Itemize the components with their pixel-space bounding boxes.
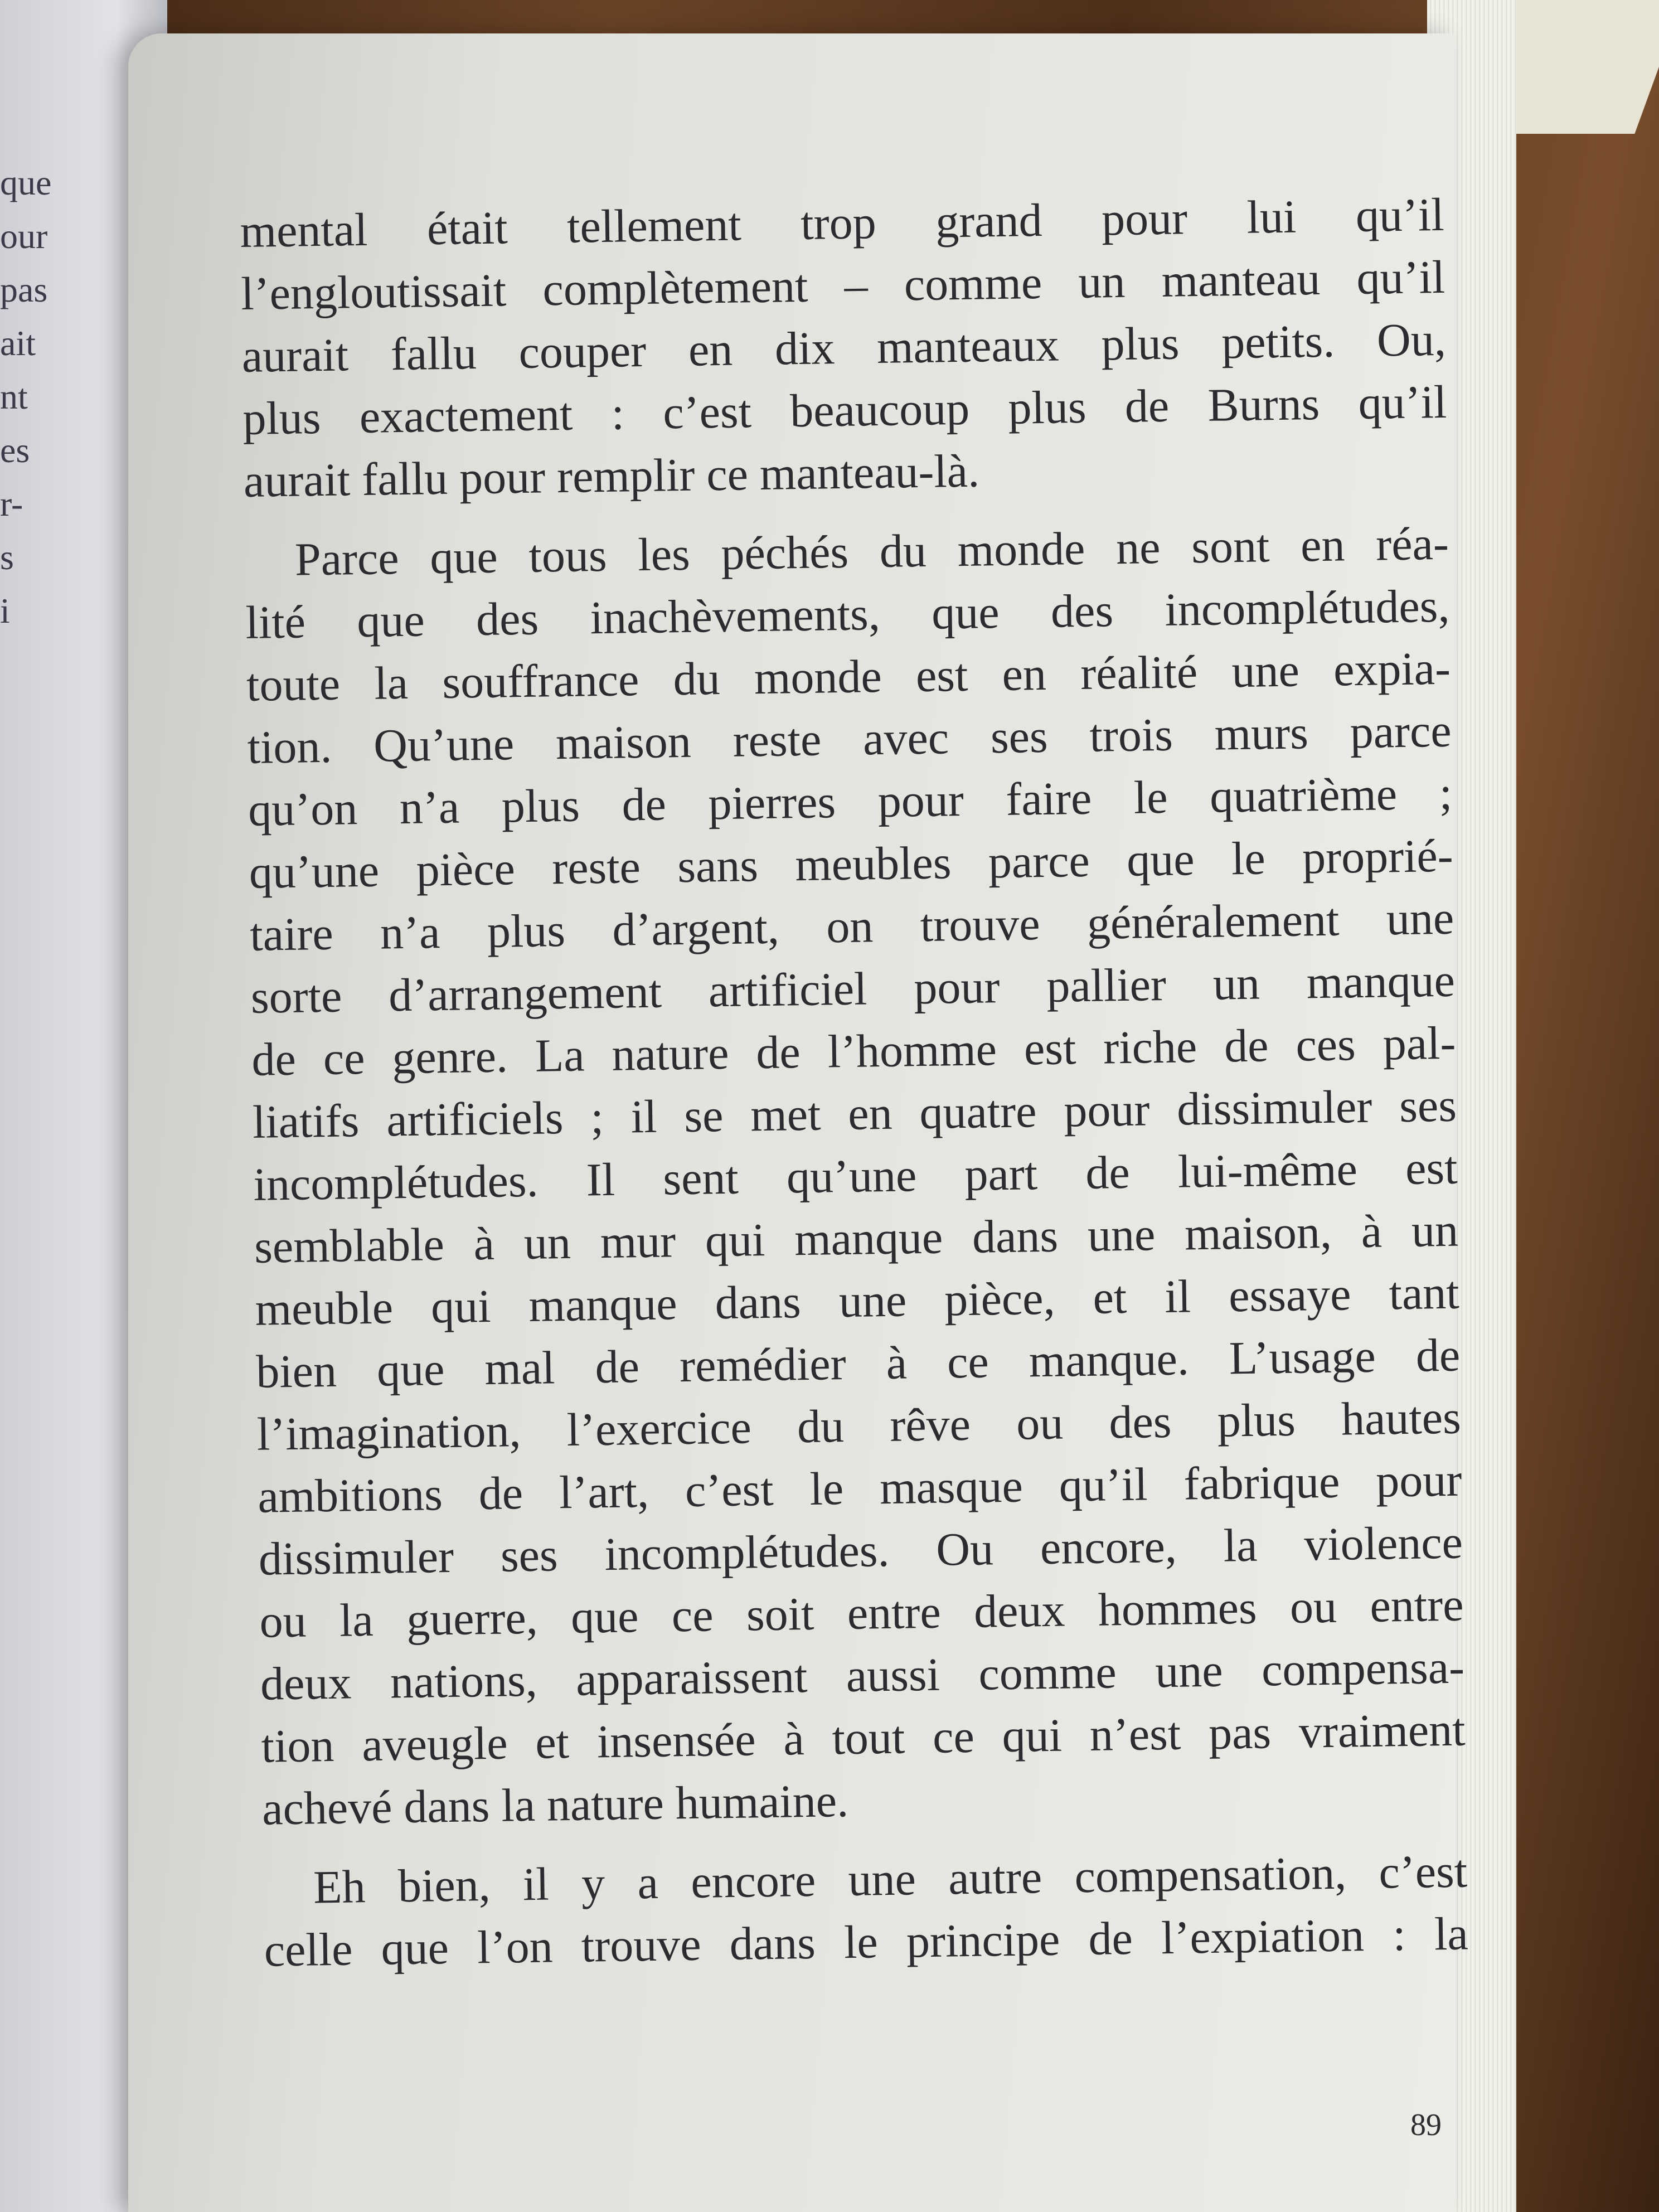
- text-line: qu’une pièce reste sans meubles parce que le proprié-: [249, 830, 1454, 899]
- left-fragment: que: [0, 163, 52, 202]
- text-line: Eh bien, il y a encore une autre compensation, c’est: [313, 1845, 1468, 1914]
- text-line: toute la souffrance du monde est en réalité une expia-: [246, 642, 1451, 711]
- text-line: incomplétudes. Il sent qu’une part de lui-même est: [253, 1142, 1458, 1211]
- text-line: qu’on n’a plus de pierres pour faire le quatrième ;: [248, 767, 1453, 836]
- text-line: aurait fallu pour remplir ce manteau-là.: [243, 445, 980, 507]
- left-fragment: i: [0, 591, 10, 630]
- text-line: tion. Qu’une maison reste avec ses trois murs parce: [247, 705, 1452, 774]
- text-line: ambitions de l’art, c’est le masque qu’il fabrique pour: [257, 1454, 1462, 1523]
- left-page-text-fragments: [0, 156, 67, 638]
- left-fragment: nt: [0, 377, 28, 416]
- text-line: plus exactement : c’est beaucoup plus de Burns qu’il: [242, 376, 1447, 445]
- text-line: taire n’a plus d’argent, on trouve généralement une: [249, 892, 1454, 961]
- left-fragment: r-: [0, 484, 23, 523]
- left-fragment: our: [0, 216, 48, 256]
- body-text: [240, 184, 1468, 1982]
- text-line: Parce que tous les péchés du monde ne sont en réa-: [294, 517, 1449, 586]
- text-line: sorte d’arrangement artificiel pour pallier un manque: [250, 954, 1456, 1023]
- text-line: liatifs artificiels ; il se met en quatre pour dissimuler ses: [252, 1079, 1457, 1148]
- text-line: meuble qui manque dans une pièce, et il essaye tant: [255, 1267, 1460, 1336]
- text-line: l’engloutissait complètement – comme un manteau qu’il: [240, 251, 1445, 320]
- left-fragment: ait: [0, 323, 36, 363]
- page-number: 89: [1410, 2108, 1442, 2142]
- text-line: semblable à un mur qui manque dans une maison, à un: [254, 1204, 1459, 1273]
- text-line: achevé dans la nature humaine.: [261, 1775, 849, 1835]
- left-fragment: s: [0, 537, 14, 577]
- text-line: de ce genre. La nature de l’homme est riche de ces pal-: [251, 1017, 1456, 1086]
- text-line: mental était tellement trop grand pour lui qu’il: [240, 188, 1445, 258]
- left-fragment: pas: [0, 270, 48, 309]
- text-line: aurait fallu couper en dix manteaux plus petits. Ou,: [241, 313, 1447, 382]
- text-line: bien que mal de remédier à ce manque. L’usage de: [255, 1329, 1461, 1398]
- text-line: dissimuler ses incomplétudes. Ou encore, la violence: [258, 1516, 1463, 1585]
- text-line: deux nations, apparaissent aussi comme une compensa-: [260, 1641, 1465, 1710]
- text-line: lité que des inachèvements, que des incomplétudes,: [245, 580, 1451, 649]
- book-page: [128, 33, 1469, 2212]
- text-line: celle que l’on trouve dans le principe de l’expiation : la: [264, 1908, 1469, 1977]
- left-fragment: es: [0, 430, 30, 470]
- text-line: l’imagination, l’exercice du rêve ou des plus hautes: [256, 1391, 1462, 1461]
- text-line: tion aveugle et insensée à tout ce qui n’est pas vraiment: [261, 1704, 1466, 1773]
- text-line: ou la guerre, que ce soit entre deux hommes ou entre: [259, 1579, 1464, 1648]
